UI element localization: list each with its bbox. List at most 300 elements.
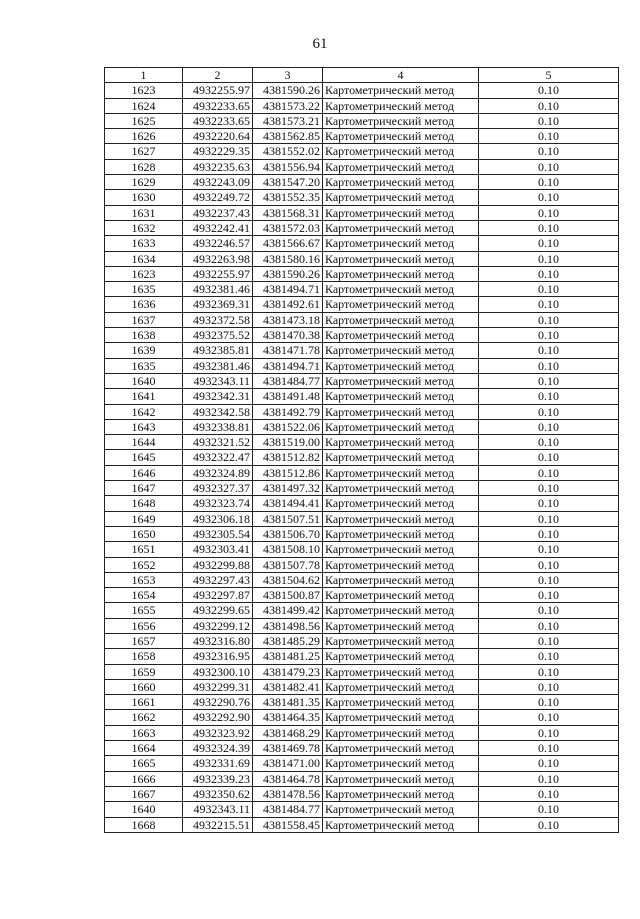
x-coordinate-cell: 4932243.09 [183, 175, 253, 190]
accuracy-cell: 0.10 [479, 144, 619, 159]
table-row [105, 389, 619, 404]
table-header-row [105, 68, 619, 83]
x-coordinate-cell: 4932299.88 [183, 557, 253, 572]
point-number-cell: 1626 [105, 129, 183, 144]
page-number: 61 [312, 36, 328, 52]
table-row [105, 588, 619, 603]
x-coordinate-cell: 4932316.95 [183, 649, 253, 664]
x-coordinate-cell: 4932350.62 [183, 786, 253, 801]
table-row [105, 435, 619, 450]
method-cell: Картометрический метод [323, 450, 479, 465]
accuracy-cell: 0.10 [479, 817, 619, 832]
accuracy-cell: 0.10 [479, 389, 619, 404]
table-body [105, 83, 619, 833]
method-cell: Картометрический метод [323, 343, 479, 358]
x-coordinate-cell: 4932299.31 [183, 679, 253, 694]
x-coordinate-cell: 4932235.63 [183, 159, 253, 174]
accuracy-cell: 0.10 [479, 756, 619, 771]
x-coordinate-cell: 4932323.74 [183, 496, 253, 511]
y-coordinate-cell: 4381504.62 [253, 572, 323, 587]
method-cell: Картометрический метод [323, 175, 479, 190]
y-coordinate-cell: 4381562.85 [253, 129, 323, 144]
point-number-cell: 1662 [105, 710, 183, 725]
accuracy-cell: 0.10 [479, 679, 619, 694]
x-coordinate-cell: 4932316.80 [183, 633, 253, 648]
point-number-cell: 1625 [105, 113, 183, 128]
y-coordinate-cell: 4381498.56 [253, 618, 323, 633]
y-coordinate-cell: 4381479.23 [253, 664, 323, 679]
x-coordinate-cell: 4932339.23 [183, 771, 253, 786]
point-number-cell: 1644 [105, 435, 183, 450]
y-coordinate-cell: 4381471.78 [253, 343, 323, 358]
point-number-cell: 1655 [105, 603, 183, 618]
method-cell: Картометрический метод [323, 282, 479, 297]
table-row [105, 419, 619, 434]
table-row [105, 98, 619, 113]
table-row [105, 220, 619, 235]
point-number-cell: 1664 [105, 741, 183, 756]
table-row [105, 236, 619, 251]
method-cell: Картометрический метод [323, 771, 479, 786]
table-row [105, 190, 619, 205]
y-coordinate-cell: 4381572.03 [253, 220, 323, 235]
table-row [105, 572, 619, 587]
y-coordinate-cell: 4381573.22 [253, 98, 323, 113]
table-row [105, 312, 619, 327]
point-number-cell: 1651 [105, 542, 183, 557]
point-number-cell: 1634 [105, 251, 183, 266]
point-number-cell: 1639 [105, 343, 183, 358]
column-header-5: 5 [479, 68, 619, 83]
accuracy-cell: 0.10 [479, 236, 619, 251]
column-header-4: 4 [323, 68, 479, 83]
method-cell: Картометрический метод [323, 618, 479, 633]
method-cell: Картометрический метод [323, 465, 479, 480]
y-coordinate-cell: 4381590.26 [253, 266, 323, 281]
method-cell: Картометрический метод [323, 572, 479, 587]
accuracy-cell: 0.10 [479, 695, 619, 710]
x-coordinate-cell: 4932372.58 [183, 312, 253, 327]
y-coordinate-cell: 4381500.87 [253, 588, 323, 603]
point-number-cell: 1637 [105, 312, 183, 327]
x-coordinate-cell: 4932255.97 [183, 83, 253, 98]
x-coordinate-cell: 4932343.11 [183, 373, 253, 388]
accuracy-cell: 0.10 [479, 266, 619, 281]
x-coordinate-cell: 4932322.47 [183, 450, 253, 465]
table-row [105, 526, 619, 541]
y-coordinate-cell: 4381552.35 [253, 190, 323, 205]
x-coordinate-cell: 4932321.52 [183, 435, 253, 450]
y-coordinate-cell: 4381473.18 [253, 312, 323, 327]
point-number-cell: 1645 [105, 450, 183, 465]
y-coordinate-cell: 4381464.78 [253, 771, 323, 786]
method-cell: Картометрический метод [323, 190, 479, 205]
table-row [105, 695, 619, 710]
y-coordinate-cell: 4381492.79 [253, 404, 323, 419]
x-coordinate-cell: 4932299.65 [183, 603, 253, 618]
point-number-cell: 1650 [105, 526, 183, 541]
table-row [105, 496, 619, 511]
method-cell: Картометрический метод [323, 588, 479, 603]
x-coordinate-cell: 4932255.97 [183, 266, 253, 281]
point-number-cell: 1657 [105, 633, 183, 648]
table-row [105, 358, 619, 373]
y-coordinate-cell: 4381499.42 [253, 603, 323, 618]
accuracy-cell: 0.10 [479, 633, 619, 648]
column-header-2: 2 [183, 68, 253, 83]
method-cell: Картометрический метод [323, 373, 479, 388]
table-row [105, 557, 619, 572]
y-coordinate-cell: 4381507.78 [253, 557, 323, 572]
y-coordinate-cell: 4381507.51 [253, 511, 323, 526]
table-row [105, 175, 619, 190]
x-coordinate-cell: 4932297.87 [183, 588, 253, 603]
point-number-cell: 1654 [105, 588, 183, 603]
x-coordinate-cell: 4932229.35 [183, 144, 253, 159]
point-number-cell: 1666 [105, 771, 183, 786]
method-cell: Картометрический метод [323, 817, 479, 832]
x-coordinate-cell: 4932338.81 [183, 419, 253, 434]
point-number-cell: 1635 [105, 358, 183, 373]
accuracy-cell: 0.10 [479, 741, 619, 756]
method-cell: Картометрический метод [323, 786, 479, 801]
point-number-cell: 1638 [105, 328, 183, 343]
x-coordinate-cell: 4932343.11 [183, 802, 253, 817]
y-coordinate-cell: 4381512.82 [253, 450, 323, 465]
point-number-cell: 1636 [105, 297, 183, 312]
x-coordinate-cell: 4932324.39 [183, 741, 253, 756]
column-header-1: 1 [105, 68, 183, 83]
y-coordinate-cell: 4381522.06 [253, 419, 323, 434]
accuracy-cell: 0.10 [479, 373, 619, 388]
table-row [105, 373, 619, 388]
x-coordinate-cell: 4932215.51 [183, 817, 253, 832]
table-row [105, 144, 619, 159]
point-number-cell: 1647 [105, 481, 183, 496]
y-coordinate-cell: 4381471.00 [253, 756, 323, 771]
method-cell: Картометрический метод [323, 695, 479, 710]
accuracy-cell: 0.10 [479, 786, 619, 801]
table-row [105, 511, 619, 526]
y-coordinate-cell: 4381484.77 [253, 802, 323, 817]
x-coordinate-cell: 4932331.69 [183, 756, 253, 771]
table-row [105, 786, 619, 801]
accuracy-cell: 0.10 [479, 358, 619, 373]
x-coordinate-cell: 4932303.41 [183, 542, 253, 557]
y-coordinate-cell: 4381512.86 [253, 465, 323, 480]
accuracy-cell: 0.10 [479, 220, 619, 235]
accuracy-cell: 0.10 [479, 526, 619, 541]
point-number-cell: 1656 [105, 618, 183, 633]
y-coordinate-cell: 4381494.71 [253, 282, 323, 297]
method-cell: Картометрический метод [323, 389, 479, 404]
table-row [105, 725, 619, 740]
table-row [105, 603, 619, 618]
point-number-cell: 1624 [105, 98, 183, 113]
accuracy-cell: 0.10 [479, 205, 619, 220]
point-number-cell: 1631 [105, 205, 183, 220]
method-cell: Картометрический метод [323, 129, 479, 144]
accuracy-cell: 0.10 [479, 542, 619, 557]
accuracy-cell: 0.10 [479, 618, 619, 633]
table-row [105, 481, 619, 496]
x-coordinate-cell: 4932381.46 [183, 358, 253, 373]
x-coordinate-cell: 4932300.10 [183, 664, 253, 679]
table-row [105, 297, 619, 312]
method-cell: Картометрический метод [323, 542, 479, 557]
point-number-cell: 1627 [105, 144, 183, 159]
method-cell: Картометрический метод [323, 741, 479, 756]
table-row [105, 205, 619, 220]
accuracy-cell: 0.10 [479, 190, 619, 205]
x-coordinate-cell: 4932324.89 [183, 465, 253, 480]
y-coordinate-cell: 4381558.45 [253, 817, 323, 832]
x-coordinate-cell: 4932242.41 [183, 220, 253, 235]
table-row [105, 649, 619, 664]
table-row [105, 251, 619, 266]
accuracy-cell: 0.10 [479, 175, 619, 190]
point-number-cell: 1646 [105, 465, 183, 480]
accuracy-cell: 0.10 [479, 496, 619, 511]
x-coordinate-cell: 4932327.37 [183, 481, 253, 496]
accuracy-cell: 0.10 [479, 664, 619, 679]
table-row [105, 756, 619, 771]
method-cell: Картометрический метод [323, 725, 479, 740]
table-row [105, 741, 619, 756]
accuracy-cell: 0.10 [479, 419, 619, 434]
y-coordinate-cell: 4381573.21 [253, 113, 323, 128]
point-number-cell: 1640 [105, 373, 183, 388]
x-coordinate-cell: 4932342.58 [183, 404, 253, 419]
method-cell: Картометрический метод [323, 297, 479, 312]
y-coordinate-cell: 4381494.41 [253, 496, 323, 511]
accuracy-cell: 0.10 [479, 343, 619, 358]
y-coordinate-cell: 4381468.29 [253, 725, 323, 740]
accuracy-cell: 0.10 [479, 113, 619, 128]
x-coordinate-cell: 4932263.98 [183, 251, 253, 266]
table-row [105, 343, 619, 358]
method-cell: Картометрический метод [323, 679, 479, 694]
x-coordinate-cell: 4932305.54 [183, 526, 253, 541]
accuracy-cell: 0.10 [479, 282, 619, 297]
accuracy-cell: 0.10 [479, 771, 619, 786]
point-number-cell: 1661 [105, 695, 183, 710]
y-coordinate-cell: 4381552.02 [253, 144, 323, 159]
table-row [105, 542, 619, 557]
point-number-cell: 1643 [105, 419, 183, 434]
accuracy-cell: 0.10 [479, 603, 619, 618]
y-coordinate-cell: 4381484.77 [253, 373, 323, 388]
method-cell: Картометрический метод [323, 159, 479, 174]
accuracy-cell: 0.10 [479, 802, 619, 817]
table-row [105, 710, 619, 725]
x-coordinate-cell: 4932323.92 [183, 725, 253, 740]
table-row [105, 465, 619, 480]
method-cell: Картометрический метод [323, 419, 479, 434]
y-coordinate-cell: 4381566.67 [253, 236, 323, 251]
y-coordinate-cell: 4381590.26 [253, 83, 323, 98]
point-number-cell: 1630 [105, 190, 183, 205]
method-cell: Картометрический метод [323, 205, 479, 220]
point-number-cell: 1649 [105, 511, 183, 526]
method-cell: Картометрический метод [323, 83, 479, 98]
x-coordinate-cell: 4932342.31 [183, 389, 253, 404]
method-cell: Картометрический метод [323, 312, 479, 327]
method-cell: Картометрический метод [323, 236, 479, 251]
accuracy-cell: 0.10 [479, 572, 619, 587]
point-number-cell: 1628 [105, 159, 183, 174]
method-cell: Картометрический метод [323, 358, 479, 373]
x-coordinate-cell: 4932297.43 [183, 572, 253, 587]
y-coordinate-cell: 4381491.48 [253, 389, 323, 404]
table-row [105, 618, 619, 633]
point-number-cell: 1633 [105, 236, 183, 251]
table-row [105, 679, 619, 694]
accuracy-cell: 0.10 [479, 129, 619, 144]
y-coordinate-cell: 4381556.94 [253, 159, 323, 174]
point-number-cell: 1660 [105, 679, 183, 694]
point-number-cell: 1642 [105, 404, 183, 419]
point-number-cell: 1658 [105, 649, 183, 664]
method-cell: Картометрический метод [323, 526, 479, 541]
accuracy-cell: 0.10 [479, 557, 619, 572]
accuracy-cell: 0.10 [479, 481, 619, 496]
point-number-cell: 1652 [105, 557, 183, 572]
method-cell: Картометрический метод [323, 251, 479, 266]
method-cell: Картометрический метод [323, 144, 479, 159]
accuracy-cell: 0.10 [479, 435, 619, 450]
table-row [105, 450, 619, 465]
accuracy-cell: 0.10 [479, 328, 619, 343]
point-number-cell: 1635 [105, 282, 183, 297]
accuracy-cell: 0.10 [479, 251, 619, 266]
point-number-cell: 1623 [105, 266, 183, 281]
table-row [105, 664, 619, 679]
y-coordinate-cell: 4381464.35 [253, 710, 323, 725]
method-cell: Картометрический метод [323, 649, 479, 664]
y-coordinate-cell: 4381497.32 [253, 481, 323, 496]
y-coordinate-cell: 4381482.41 [253, 679, 323, 694]
table-row [105, 817, 619, 832]
point-number-cell: 1640 [105, 802, 183, 817]
table-row [105, 802, 619, 817]
point-number-cell: 1648 [105, 496, 183, 511]
accuracy-cell: 0.10 [479, 450, 619, 465]
x-coordinate-cell: 4932233.65 [183, 113, 253, 128]
accuracy-cell: 0.10 [479, 710, 619, 725]
point-number-cell: 1641 [105, 389, 183, 404]
method-cell: Картометрический метод [323, 802, 479, 817]
x-coordinate-cell: 4932220.64 [183, 129, 253, 144]
table-row [105, 129, 619, 144]
x-coordinate-cell: 4932237.43 [183, 205, 253, 220]
x-coordinate-cell: 4932375.52 [183, 328, 253, 343]
method-cell: Картометрический метод [323, 710, 479, 725]
table-row [105, 404, 619, 419]
table-row [105, 282, 619, 297]
y-coordinate-cell: 4381506.70 [253, 526, 323, 541]
point-number-cell: 1632 [105, 220, 183, 235]
table-row [105, 328, 619, 343]
accuracy-cell: 0.10 [479, 511, 619, 526]
y-coordinate-cell: 4381494.71 [253, 358, 323, 373]
method-cell: Картометрический метод [323, 633, 479, 648]
y-coordinate-cell: 4381481.35 [253, 695, 323, 710]
y-coordinate-cell: 4381470.38 [253, 328, 323, 343]
x-coordinate-cell: 4932290.76 [183, 695, 253, 710]
method-cell: Картометрический метод [323, 404, 479, 419]
x-coordinate-cell: 4932381.46 [183, 282, 253, 297]
y-coordinate-cell: 4381508.10 [253, 542, 323, 557]
accuracy-cell: 0.10 [479, 465, 619, 480]
y-coordinate-cell: 4381547.20 [253, 175, 323, 190]
x-coordinate-cell: 4932292.90 [183, 710, 253, 725]
y-coordinate-cell: 4381580.16 [253, 251, 323, 266]
point-number-cell: 1653 [105, 572, 183, 587]
table-row [105, 771, 619, 786]
y-coordinate-cell: 4381519.00 [253, 435, 323, 450]
x-coordinate-cell: 4932369.31 [183, 297, 253, 312]
x-coordinate-cell: 4932299.12 [183, 618, 253, 633]
method-cell: Картометрический метод [323, 603, 479, 618]
method-cell: Картометрический метод [323, 481, 479, 496]
x-coordinate-cell: 4932233.65 [183, 98, 253, 113]
coordinates-table [104, 67, 619, 833]
accuracy-cell: 0.10 [479, 404, 619, 419]
y-coordinate-cell: 4381481.25 [253, 649, 323, 664]
accuracy-cell: 0.10 [479, 725, 619, 740]
method-cell: Картометрический метод [323, 664, 479, 679]
point-number-cell: 1668 [105, 817, 183, 832]
accuracy-cell: 0.10 [479, 159, 619, 174]
method-cell: Картометрический метод [323, 113, 479, 128]
table-row [105, 113, 619, 128]
method-cell: Картометрический метод [323, 266, 479, 281]
x-coordinate-cell: 4932385.81 [183, 343, 253, 358]
accuracy-cell: 0.10 [479, 98, 619, 113]
point-number-cell: 1623 [105, 83, 183, 98]
method-cell: Картометрический метод [323, 98, 479, 113]
method-cell: Картометрический метод [323, 220, 479, 235]
method-cell: Картометрический метод [323, 496, 479, 511]
point-number-cell: 1665 [105, 756, 183, 771]
method-cell: Картометрический метод [323, 756, 479, 771]
x-coordinate-cell: 4932246.57 [183, 236, 253, 251]
y-coordinate-cell: 4381492.61 [253, 297, 323, 312]
accuracy-cell: 0.10 [479, 588, 619, 603]
y-coordinate-cell: 4381478.56 [253, 786, 323, 801]
table-row [105, 159, 619, 174]
method-cell: Картометрический метод [323, 435, 479, 450]
point-number-cell: 1663 [105, 725, 183, 740]
accuracy-cell: 0.10 [479, 649, 619, 664]
y-coordinate-cell: 4381568.31 [253, 205, 323, 220]
method-cell: Картометрический метод [323, 557, 479, 572]
accuracy-cell: 0.10 [479, 83, 619, 98]
table-row [105, 633, 619, 648]
method-cell: Картометрический метод [323, 328, 479, 343]
accuracy-cell: 0.10 [479, 297, 619, 312]
column-header-3: 3 [253, 68, 323, 83]
x-coordinate-cell: 4932249.72 [183, 190, 253, 205]
point-number-cell: 1667 [105, 786, 183, 801]
y-coordinate-cell: 4381469.78 [253, 741, 323, 756]
table-row [105, 83, 619, 98]
method-cell: Картометрический метод [323, 511, 479, 526]
y-coordinate-cell: 4381485.29 [253, 633, 323, 648]
table-row [105, 266, 619, 281]
accuracy-cell: 0.10 [479, 312, 619, 327]
